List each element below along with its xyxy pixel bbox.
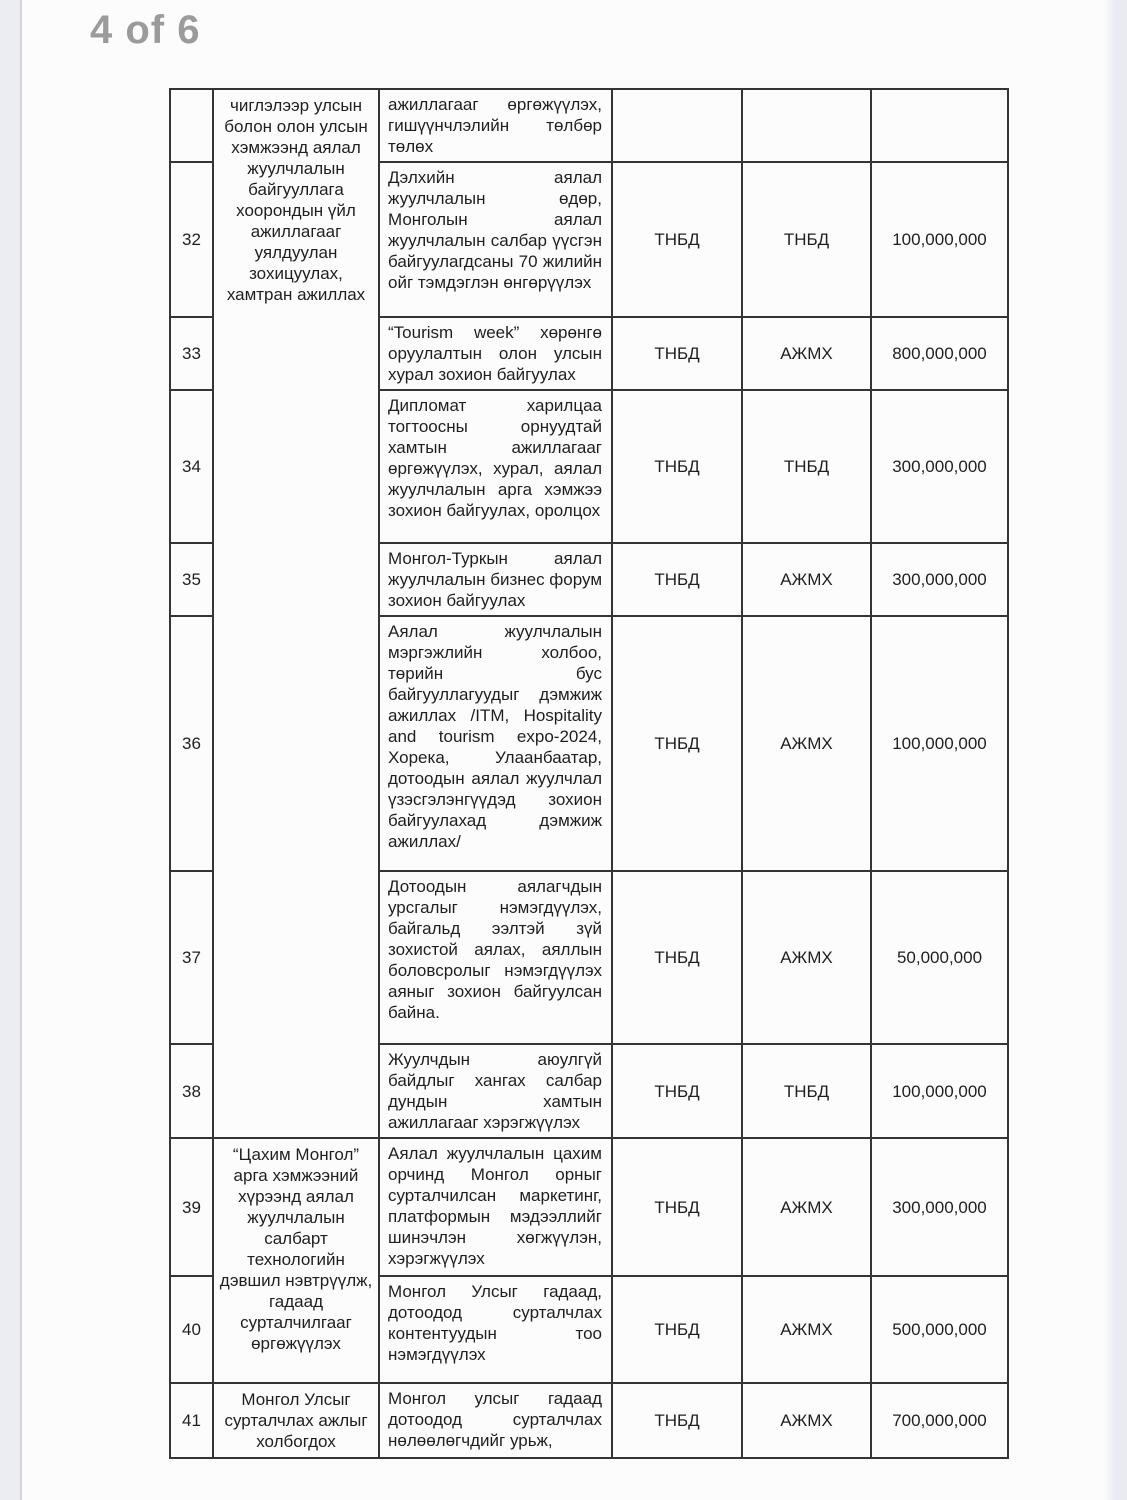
amount-cell: 300,000,000 <box>871 390 1008 543</box>
activity-cell: Монгол Улсыг гадаад, дотоодод сурталчлах контентуудын тоо нэмэгдүүлэх <box>379 1276 612 1383</box>
implementer-cell: ТНБД <box>742 1044 871 1138</box>
scan-left-edge <box>0 0 22 1500</box>
activity-cell: Монгол улсыг гадаад дотоодод сурталчлах нөлөөлөгчдийг урьж, <box>379 1383 612 1458</box>
implementer-cell: ТНБД <box>742 162 871 317</box>
implementer-cell: АЖМХ <box>742 1138 871 1276</box>
executor-cell: ТНБД <box>612 317 742 390</box>
implementer-cell: АЖМХ <box>742 1276 871 1383</box>
activity-cell: Аялал жуулчлалын мэргэжлийн холбоо, төрийн бус байгууллагуудыг дэмжиж ажиллах /ITM, Hospitality and tourism expo-2024, Хорека, Улаанбаатар, дотоодын аялал жуулчлал үзэсгэлэнгүүдэд зохион байгуулахад дэмжиж ажиллах/ <box>379 616 612 871</box>
executor-cell: ТНБД <box>612 871 742 1044</box>
row-number-cell: 41 <box>170 1383 213 1458</box>
implementer-cell: ТНБД <box>742 390 871 543</box>
implementer-cell: АЖМХ <box>742 543 871 616</box>
implementer-cell: АЖМХ <box>742 1383 871 1458</box>
row-number-cell: 39 <box>170 1138 213 1276</box>
objective-cell: чиглэлээр улсын болон олон улсын хэмжээнд аялал жуулчлалын байгууллага хоорондын үйл ажиллагааг уялдуулан зохицуулах, хамтран ажиллах <box>213 89 379 1138</box>
amount-cell <box>871 89 1008 162</box>
amount-cell: 100,000,000 <box>871 1044 1008 1138</box>
scan-right-edge <box>1103 0 1127 1500</box>
executor-cell: ТНБД <box>612 616 742 871</box>
executor-cell <box>612 89 742 162</box>
row-number-cell: 38 <box>170 1044 213 1138</box>
activity-cell: Монгол-Туркын аялал жуулчлалын бизнес форум зохион байгуулах <box>379 543 612 616</box>
table-row <box>170 89 1008 162</box>
activity-cell: Дотоодын аялагчдын урсгалыг нэмэгдүүлэх, байгальд ээлтэй зүй зохистой аялах, аяллын боловсролыг нэмэгдүүлэх аяныг зохион байгуулсан байна. <box>379 871 612 1044</box>
activity-cell: Жуулчдын аюулгүй байдлыг хангах салбар дундын хамтын ажиллагааг хэрэгжүүлэх <box>379 1044 612 1138</box>
plan-table <box>169 88 1009 1459</box>
amount-cell: 50,000,000 <box>871 871 1008 1044</box>
executor-cell: ТНБД <box>612 1044 742 1138</box>
implementer-cell: АЖМХ <box>742 616 871 871</box>
activity-cell: Аялал жуулчлалын цахим орчинд Монгол орныг сурталчилсан маркетинг, платформын мэдээллийг шинэчлэн хөгжүүлэн, хэрэгжүүлэх <box>379 1138 612 1276</box>
implementer-cell: АЖМХ <box>742 317 871 390</box>
amount-cell: 500,000,000 <box>871 1276 1008 1383</box>
amount-cell: 700,000,000 <box>871 1383 1008 1458</box>
amount-cell: 300,000,000 <box>871 1138 1008 1276</box>
row-number-cell: 36 <box>170 616 213 871</box>
activity-cell: “Tourism week” хөрөнгө оруулалтын олон улсын хурал зохион байгуулах <box>379 317 612 390</box>
implementer-cell <box>742 89 871 162</box>
page-number-label: 4 of 6 <box>90 8 201 52</box>
table-row <box>170 1138 1008 1276</box>
row-number-cell: 32 <box>170 162 213 317</box>
row-number-cell: 34 <box>170 390 213 543</box>
implementer-cell: АЖМХ <box>742 871 871 1044</box>
row-number-cell <box>170 89 213 162</box>
row-number-cell: 33 <box>170 317 213 390</box>
row-number-cell: 40 <box>170 1276 213 1383</box>
executor-cell: ТНБД <box>612 162 742 317</box>
amount-cell: 100,000,000 <box>871 616 1008 871</box>
objective-cell: “Цахим Монгол” арга хэмжээний хүрээнд аялал жуулчлалын салбарт технологийн дэвшил нэвтрүүлж, гадаад сурталчилгааг өргөжүүлэх <box>213 1138 379 1383</box>
activity-cell: Дипломат харилцаа тогтоосны орнуудтай хамтын ажиллагааг өргөжүүлэх, хурал, аялал жуулчлалын арга хэмжээ зохион байгуулах, оролцох <box>379 390 612 543</box>
table-row <box>170 1383 1008 1458</box>
activity-cell: ажиллагааг өргөжүүлэх, гишүүнчлэлийн төлбөр төлөх <box>379 89 612 162</box>
amount-cell: 100,000,000 <box>871 162 1008 317</box>
amount-cell: 300,000,000 <box>871 543 1008 616</box>
executor-cell: ТНБД <box>612 1383 742 1458</box>
executor-cell: ТНБД <box>612 1138 742 1276</box>
objective-cell: Монгол Улсыг сурталчлах ажлыг холбогдох <box>213 1383 379 1458</box>
executor-cell: ТНБД <box>612 543 742 616</box>
row-number-cell: 35 <box>170 543 213 616</box>
executor-cell: ТНБД <box>612 1276 742 1383</box>
amount-cell: 800,000,000 <box>871 317 1008 390</box>
activity-cell: Дэлхийн аялал жуулчлалын өдөр, Монголын аялал жуулчлалын салбар үүсгэн байгуулагдсаны 70 жилийн ойг тэмдэглэн өнгөрүүлэх <box>379 162 612 317</box>
executor-cell: ТНБД <box>612 390 742 543</box>
row-number-cell: 37 <box>170 871 213 1044</box>
